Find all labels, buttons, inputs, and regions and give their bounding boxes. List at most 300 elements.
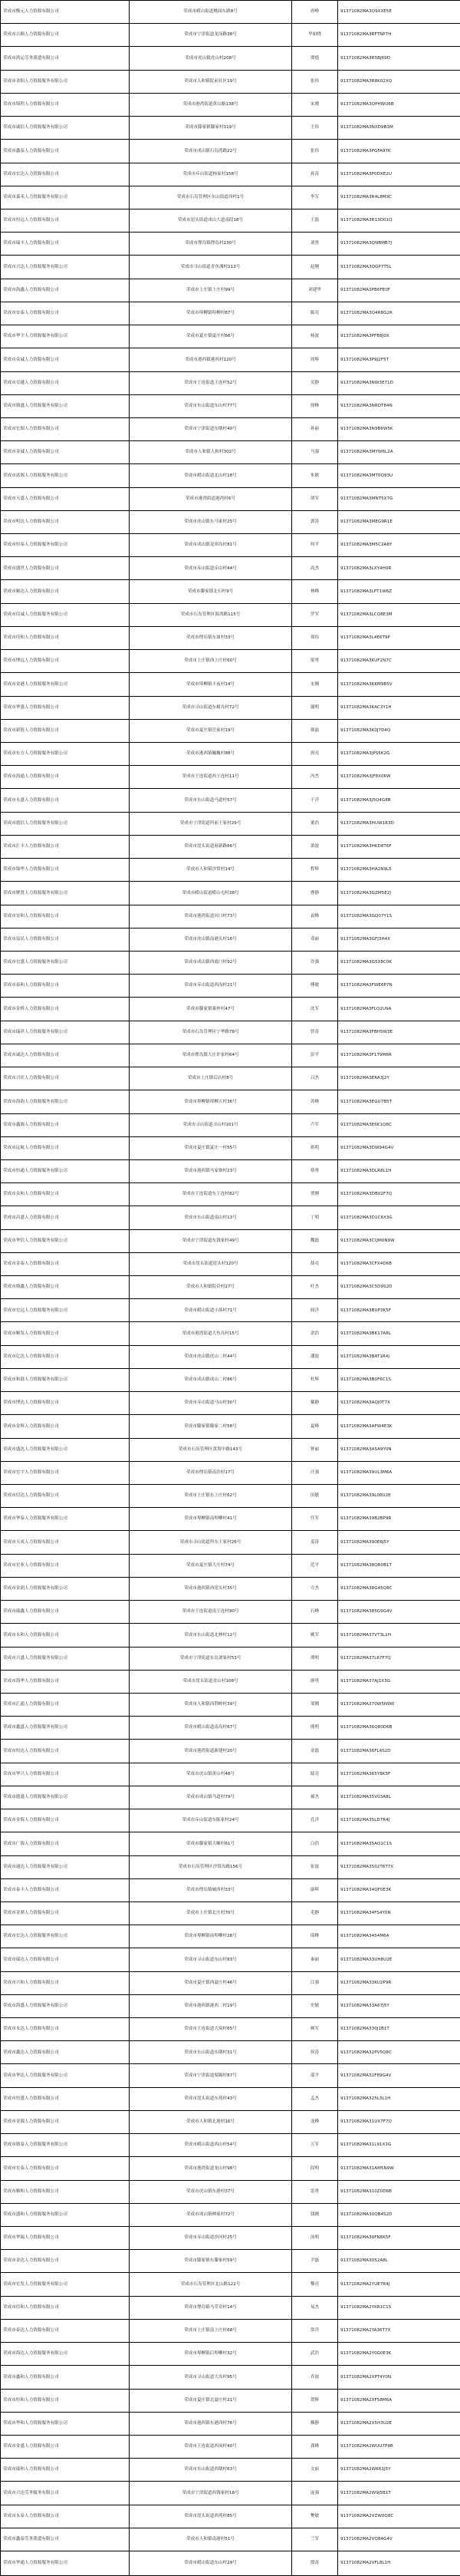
company-address: 荣成市人和镇人和村302号 [130,441,292,464]
company-address: 荣成市人和镇沙窝村14号 [130,859,292,882]
legal-representative: 于洋 [292,789,338,812]
legal-representative: 龙峰 [292,2110,338,2133]
table-row [1,2366,460,2389]
legal-representative: 唐峥 [292,1,338,24]
legal-representative: 乔波 [292,2366,338,2389]
table-row [1,2203,460,2226]
credit-code: 91371082MA310Z0D6B [338,2180,460,2203]
credit-code: 91371082MA3CQM0N9W [338,1229,460,1252]
company-address: 荣成市崂山街道北山村18号 [130,464,292,487]
company-address: 荣成市东山街道马道村57号 [130,789,292,812]
company-name: 荣成市宏达人力资源服务有限公司 [1,1925,130,1948]
credit-code: 91371082MA3R8K02XQ [338,70,460,93]
legal-representative: 马强 [292,441,338,464]
company-name: 荣成市顺和人力资源有限公司 [1,2180,130,2203]
table-row [1,696,460,719]
table-row [1,1067,460,1090]
company-name: 荣成市和谐人力资源服务有限公司 [1,1368,130,1391]
company-name: 荣成市众和人力资源有限公司 [1,1183,130,1206]
company-name: 荣成市宏泰人力资源有限公司 [1,2157,130,2180]
table-row [1,2296,460,2319]
company-name: 荣成市信和人力资源有限公司 [1,2296,130,2319]
table-row [1,2412,460,2435]
credit-code: 91371082MA3NW3E71D [338,371,460,394]
credit-code: 91371082MA3NRDT84N [338,394,460,417]
legal-representative: 张伟 [292,70,338,93]
legal-representative: 叶杰 [292,1276,338,1299]
company-address: 荣成市宁津街道东钱家村49号 [130,1229,292,1252]
company-name: 荣成市鼎鑫人力资源有限公司 [1,1276,130,1299]
table-row [1,975,460,998]
table-row [1,2482,460,2505]
credit-code: 91371082MA2X5H3U2E [338,2412,460,2435]
company-name: 荣成市恒达人力资源有限公司 [1,1740,130,1763]
company-name: 荣成市卓越人力资源有限公司 [1,371,130,394]
legal-representative: 谭德 [292,47,338,70]
credit-code: 91371082MA3FLQ2U9A [338,998,460,1021]
credit-code: 91371082MA325L3L1H [338,2087,460,2110]
company-address: 荣成市崖头街道成山大道南段18号 [130,209,292,232]
company-name: 荣成市顺发人力资源有限公司 [1,1322,130,1345]
table-row [1,2134,460,2157]
company-name: 荣成市永泰人力资源有限公司 [1,2505,130,2528]
credit-code: 91371082MA3QGP7T5L [338,256,460,279]
legal-representative: 顾军 [292,2018,338,2041]
table-row [1,928,460,951]
table-row [1,1136,460,1159]
company-name: 荣成市华盛人力资源有限公司 [1,696,130,719]
company-name: 荣成市富源人力资源服务有限公司 [1,464,130,487]
credit-code: 91371082MA3JF8X06W [338,766,460,789]
credit-code: 91371082MA38G45Q8C [338,1577,460,1600]
credit-code: 91371082MA3Q9XXE5E [338,1,460,24]
table-row [1,2087,460,2110]
company-name: 荣成市鑫盛人力资源服务有限公司 [1,1717,130,1740]
credit-code: 91371082MA3QPHWU6B [338,93,460,116]
company-name: 荣成市博达人力资源有限公司 [1,1392,130,1415]
credit-code: 91371082MA35AQ1C1S [338,1832,460,1855]
legal-representative: 毛静 [292,1901,338,1925]
company-name: 荣成市安泰人力资源有限公司 [1,302,130,325]
credit-code: 91371082MA3E6K1Q8C [338,1113,460,1136]
company-address: 荣成市人和镇院夼村27号 [130,1276,292,1299]
company-address: 荣成市成山镇龙须岛村81号 [130,534,292,557]
company-name: 荣成市鼎泰人力资源服务有限公司 [1,2134,130,2157]
company-name: 荣成市诚达人力资源有限公司 [1,1044,130,1067]
credit-code: 91371082MA3454M6A [338,1925,460,1948]
company-address: 荣成市港湾街道龙山村98号 [130,2157,292,2180]
company-name: 荣成市顺达人力资源有限公司 [1,580,130,603]
legal-representative: 方杰 [292,1577,338,1600]
table-row [1,905,460,928]
legal-representative: 江强 [292,1971,338,1994]
legal-representative: 樊敏 [292,2505,338,2528]
company-name: 荣成市诚信人力资源服务有限公司 [1,117,130,140]
company-address: 荣成市港西镇巍巍村88号 [130,743,292,766]
company-name: 荣成市泰和人力资源有限公司 [1,975,130,998]
legal-representative: 常洋 [292,2319,338,2342]
legal-representative: 韩磊 [292,719,338,742]
legal-representative: 袁峰 [292,905,338,928]
table-row [1,1554,460,1577]
legal-representative: 贾刚 [292,1183,338,1206]
company-name: 荣成市锦华人力资源有限公司 [1,859,130,882]
table-row [1,2180,460,2203]
company-address: 荣成市夏庄镇岳家村19号 [130,719,292,742]
table-row [1,1786,460,1809]
legal-representative: 邵平 [292,2064,338,2087]
table-row [1,1693,460,1716]
company-address: 荣成市上庄镇南上庄村68号 [130,2319,292,2342]
company-address: 荣成市崖头街道西苑村85号 [130,2505,292,2528]
table-row [1,1485,460,1508]
company-address: 荣成市石岛管理区沙窝岛路156号 [130,1855,292,1878]
legal-representative: 孟杰 [292,2087,338,2110]
table-row [1,766,460,789]
legal-representative: 梁勇 [292,650,338,673]
company-name: 荣成市金达人力资源有限公司 [1,2250,130,2273]
company-address: 荣成市俚岛镇大庄许家村64号 [130,1044,292,1067]
company-name: 荣成市华通人力资源服务有限公司 [1,2551,130,2576]
credit-code: 91371082MA3QNBMB7J [338,233,460,256]
table-row [1,2343,460,2366]
table-row [1,394,460,417]
company-address: 荣成市宁津街道所前王家村29号 [130,812,292,835]
company-name: 荣成市海盛人力资源服务有限公司 [1,1994,130,2017]
table-row [1,1508,460,1531]
credit-code: 91371082MA3ERA3J2Y [338,1067,460,1090]
company-name: 荣成市益民人力资源有限公司 [1,928,130,951]
company-name: 荣成市金港人力资源服务有限公司 [1,673,130,696]
company-name: 荣成市远航人力资源有限公司 [1,1136,130,1159]
company-name: 荣成市恒和人力资源有限公司 [1,2389,130,2412]
legal-representative: 邓丽 [292,928,338,951]
legal-representative: 胡军 [292,487,338,510]
company-name: 荣成市宏达人力资源有限公司 [1,163,130,186]
legal-representative: 徐峰 [292,394,338,417]
legal-representative: 吕杰 [292,1067,338,1090]
credit-code: 91371082MA2XF58M6A [338,2389,460,2412]
company-address: 荣成市港湾街道新建村20号 [130,1740,292,1763]
credit-code: 91371082MA3KKM9B5V [338,673,460,696]
credit-code: 91371082MA2YA36T7X [338,2319,460,2342]
table-row [1,1601,460,1624]
company-address: 荣成市王连街道南王连村90号 [130,1601,292,1624]
credit-code: 91371082MA3MEG9R1E [338,510,460,533]
legal-representative: 文丽 [292,2459,338,2482]
company-address: 荣成市俚岛镇南泊村17号 [130,1461,292,1484]
company-name: 荣成市金海人力资源有限公司 [1,1809,130,1832]
legal-representative: 汤明 [292,2227,338,2250]
company-address: 荣成市人和镇南港村51号 [130,2528,292,2551]
company-address: 荣成市虎山镇东港村37号 [130,2180,292,2203]
legal-representative: 秦丽 [292,1948,338,1971]
company-address: 荣成市夏庄镇大庄村74号 [130,1554,292,1577]
legal-representative: 丁明 [292,1206,338,1229]
credit-code: 91371082MA3GQ07Y1S [338,905,460,928]
legal-representative: 石峰 [292,1601,338,1624]
credit-code: 91371082MA3DLR8L1H [338,1159,460,1182]
company-address: 荣成市东山街道北林村12号 [130,1624,292,1647]
company-name: 荣成市嘉禾人力资源服务有限公司 [1,186,130,209]
company-name: 荣成市宏业人力资源有限公司 [1,1554,130,1577]
credit-code: 91371082MA3J5Q4G8B [338,789,460,812]
company-address: 荣成市埠柳镇不夜村14号 [130,673,292,696]
company-name: 荣成市广源人力资源有限公司 [1,1832,130,1855]
credit-code: 91371082MA3GFJ3H4X [338,928,460,951]
table-row [1,1763,460,1786]
table-row [1,998,460,1021]
legal-representative: 曹静 [292,882,338,905]
company-address: 荣成市上庄镇西上庄村60号 [130,650,292,673]
company-name: 荣成市昌盛人力资源有限公司 [1,1206,130,1229]
table-row [1,1971,460,1994]
legal-representative: 夏峰 [292,1415,338,1438]
legal-representative: 萧波 [292,835,338,858]
legal-representative: 陈亮 [292,302,338,325]
table-row [1,2389,460,2412]
credit-code: 91371082MA31UX7F7Q [338,2110,460,2133]
company-address: 荣成市石岛管理区黄海中路143号 [130,1438,292,1461]
company-name: 荣成市海韵人力资源服务有限公司 [1,1090,130,1113]
legal-representative: 王磊 [292,209,338,232]
company-address: 荣成市人和镇北港村16号 [130,2110,292,2133]
table-row [1,1717,460,1740]
legal-representative: 李军 [292,186,338,209]
legal-representative: 郝杰 [292,1786,338,1809]
credit-code: 91371082MA3Q4R8G2R [338,302,460,325]
legal-representative: 程辉 [292,859,338,882]
legal-representative: 傅敏 [292,975,338,998]
company-address: 荣成市王连街道西岚村40号 [130,2435,292,2458]
company-name: 荣成市金辉人力资源有限公司 [1,1415,130,1438]
table-row [1,70,460,93]
legal-representative: 任军 [292,1508,338,1531]
company-address: 荣成市成山镇成山二村86号 [130,1368,292,1391]
table-row [1,1577,460,1600]
credit-code: 91371082MA3DB02F7Q [338,1183,460,1206]
credit-code: 91371082MA32PV5Q8C [338,2041,460,2064]
legal-representative: 宋刚 [292,673,338,696]
table-row [1,1276,460,1299]
company-address: 荣成市成山镇林家村72号 [130,2203,292,2226]
company-name: 荣成市泰丰人力资源有限公司 [1,1878,130,1901]
table-row [1,1206,460,1229]
company-address: 荣成市上庄镇北庄村70号 [130,1901,292,1925]
company-name: 荣成市通达人力资源服务有限公司 [1,1855,130,1878]
company-name: 荣成市金泰人力资源有限公司 [1,1252,130,1275]
table-row [1,650,460,673]
table-row [1,2459,460,2482]
table-row [1,2250,460,2273]
credit-code: 91371082MA3D1C6X3G [338,1206,460,1229]
legal-representative: 苏峰 [292,1090,338,1113]
legal-representative: 廖勇 [292,1670,338,1693]
table-row [1,2110,460,2133]
legal-representative: 许强 [292,951,338,974]
company-name: 荣成市海通人力资源有限公司 [1,766,130,789]
company-address: 荣成市崖头街道青山村108号 [130,1670,292,1693]
company-name: 荣成市博远人力资源有限公司 [1,650,130,673]
company-address: 荣成市虎山镇东马家村25号 [130,510,292,533]
company-address: 荣成市成山镇西霞口村92号 [130,951,292,974]
company-address: 荣成市斥山街道斥山村44号 [130,557,292,580]
legal-representative: 董浩 [292,812,338,835]
credit-code: 91371082MA38QR0B1T [338,1554,460,1577]
company-name: 荣成市兴达劳务服务有限公司 [1,2482,130,2505]
company-address: 荣成市俚岛镇东崮村33号 [130,626,292,649]
table-row [1,1531,460,1554]
credit-code: 91371082MA34FS4Y0N [338,1901,460,1925]
credit-code: 91371082MA33A67J5Y [338,1994,460,2017]
company-address: 荣成市斥山街道沙河村25号 [130,2227,292,2250]
credit-code: 91371082MA3MYW6L2A [338,441,460,464]
company-address: 荣成市埠柳镇埠柳五村36号 [130,1090,292,1113]
legal-representative: 庞强 [292,2482,338,2505]
legal-representative: 殷涛 [292,2551,338,2576]
legal-representative: 熊明 [292,1717,338,1740]
company-address: 荣成市俚岛镇俚岛村230号 [130,233,292,256]
company-name: 荣成市金桥人力资源有限公司 [1,998,130,1021]
company-address: 荣成市寻山街道寻山村101号 [130,1113,292,1136]
legal-representative: 余浩 [292,1322,338,1345]
credit-code: 91371082MA31AM5N9W [338,2157,460,2180]
legal-representative: 崔波 [292,1855,338,1878]
company-address: 荣成市宁津街道东岛刘家村53号 [130,1647,292,1670]
table-row [1,1832,460,1855]
table-row [1,1044,460,1067]
company-name: 荣成市华宇人力资源服务有限公司 [1,325,130,348]
credit-code: 91371082MA3FBH5W3E [338,1021,460,1044]
credit-code: 91371082MA30QB4S2D [338,2203,460,2226]
table-row [1,1183,460,1206]
legal-representative: 蔡勇 [292,1159,338,1182]
legal-representative: 罗军 [292,603,338,626]
table-row [1,603,460,626]
company-address: 荣成市上庄镇后店村8号 [130,1067,292,1090]
credit-code: 91371082MA3R13D01Q [338,209,460,232]
company-address: 荣成市斥山街道西沟村21号 [130,975,292,998]
legal-representative: 雷勇 [292,2180,338,2203]
legal-representative: 杜辉 [292,1368,338,1391]
credit-code: 91371082MA3LXY4H0R [338,557,460,580]
company-name: 荣成市鑫泰劳务派遣有限公司 [1,2528,130,2551]
credit-code: 91371082MA37L67F7Q [338,1647,460,1670]
company-address: 荣成市港湾街道大鱼岛村15号 [130,1322,292,1345]
company-name: 荣成市永盛人力资源有限公司 [1,789,130,812]
company-address: 荣成市寻山街道青鱼滩村113号 [130,256,292,279]
company-address: 荣成市上庄镇上庄村99号 [130,279,292,302]
credit-code: 91371082MA3R5BJ69D [338,47,460,70]
credit-code: 91371082MA370W5N9W [338,1693,460,1716]
company-address: 荣成市虎山镇虎山村208号 [130,47,292,70]
credit-code: 91371082MA3AFW4E3K [338,1415,460,1438]
company-name: 荣成市海鑫人力资源有限公司 [1,279,130,302]
company-address: 荣成市港西镇港西二村19号 [130,1994,292,2017]
company-address: 荣成市滕家镇东滕家村59号 [130,2250,292,2273]
credit-code: 91371082MA36FL4S2D [338,1740,460,1763]
credit-code: 91371082MA31L91X3G [338,2134,460,2157]
company-name: 荣成市信达人力资源有限公司 [1,1485,130,1508]
company-name: 荣成市衡元人力资源有限公司 [1,1,130,24]
legal-representative: 何平 [292,534,338,557]
company-name: 荣成市永达人力资源有限公司 [1,2018,130,2041]
table-row [1,789,460,812]
credit-code: 91371082MA390E6J5Y [338,1531,460,1554]
company-address: 荣成市滕家镇桑梓村47号 [130,998,292,1021]
table-row [1,441,460,464]
legal-representative: 姜涛 [292,1531,338,1554]
legal-representative: 王伟 [292,117,338,140]
legal-representative: 史敏 [292,1994,338,2017]
company-name: 荣成市锦程人力资源有限公司 [1,93,130,116]
table-row [1,626,460,649]
company-name: 荣成市兴达人力资源服务有限公司 [1,256,130,279]
table-row [1,1438,460,1461]
table-row [1,24,460,47]
company-address: 荣成市东山街道南山村13号 [130,1206,292,1229]
company-name: 荣成市天成人力资源有限公司 [1,1531,130,1554]
company-name: 荣成市鑫源人力资源有限公司 [1,1113,130,1136]
table-row [1,209,460,232]
company-address: 荣成市上庄镇东上庄村62号 [130,1485,292,1508]
company-name: 荣成市兴和人力资源有限公司 [1,1971,130,1994]
legal-representative: 范平 [292,1554,338,1577]
company-address: 荣成市夏庄镇西夏庄村46号 [130,1971,292,1994]
company-address: 荣成市人和镇院前社区19号 [130,70,292,93]
table-row [1,186,460,209]
company-name: 荣成市金盛人力资源有限公司 [1,2435,130,2458]
table-row [1,1647,460,1670]
legal-representative: 杨波 [292,325,338,348]
company-address: 荣成市石岛管理区北山路122号 [130,2273,292,2296]
company-name: 荣成市华和人力资源服务有限公司 [1,2412,130,2435]
table-row [1,1670,460,1693]
table-row [1,1252,460,1275]
company-name: 荣成市金润人力资源服务有限公司 [1,1577,130,1600]
credit-code: 91371082MA39UL3M6A [338,1461,460,1484]
registration-table-body [1,1,460,2576]
credit-code: 91371082MA33KU2P9R [338,1971,460,1994]
credit-code: 91371082MA3BK17A8L [338,1322,460,1345]
credit-code: 91371082MA3N9B6W5K [338,417,460,440]
table-row [1,1461,460,1484]
credit-code: 91371082MA3KAC3Y1H [338,696,460,719]
company-address: 荣成市宁津街道渠隔村87号 [130,2064,292,2087]
credit-code: 91371082MA36Q80D6B [338,1717,460,1740]
table-row [1,348,460,371]
legal-representative: 朱敏 [292,464,338,487]
company-address: 荣成市斥山街道杨家村158号 [130,163,292,186]
credit-code: 91371082MA3R4L8MXC [338,186,460,209]
legal-representative: 谢明 [292,696,338,719]
company-name: 荣成市盛达人力资源服务有限公司 [1,1438,130,1461]
table-row [1,1345,460,1368]
credit-code: 91371082MA3P9J2F5T [338,348,460,371]
credit-code: 91371082MA3052A8L [338,2250,460,2273]
company-name: 荣成市鸿运劳务派遣有限公司 [1,47,130,70]
table-row [1,2528,460,2551]
table-row [1,1090,460,1113]
company-address: 荣成市虎山镇黄山村48号 [130,1763,292,1786]
table-row [1,93,460,116]
company-name: 荣成市德盛人力资源服务有限公司 [1,1786,130,1809]
company-address: 荣成市滕家镇滕家二村58号 [130,1415,292,1438]
company-address: 荣成市宁津街道西钱家村18号 [130,2482,292,2505]
credit-code: 91371082MA2Y0G0E3K [338,2343,460,2366]
legal-representative: 尹磊 [292,2250,338,2273]
legal-representative: 张伟 [292,140,338,163]
